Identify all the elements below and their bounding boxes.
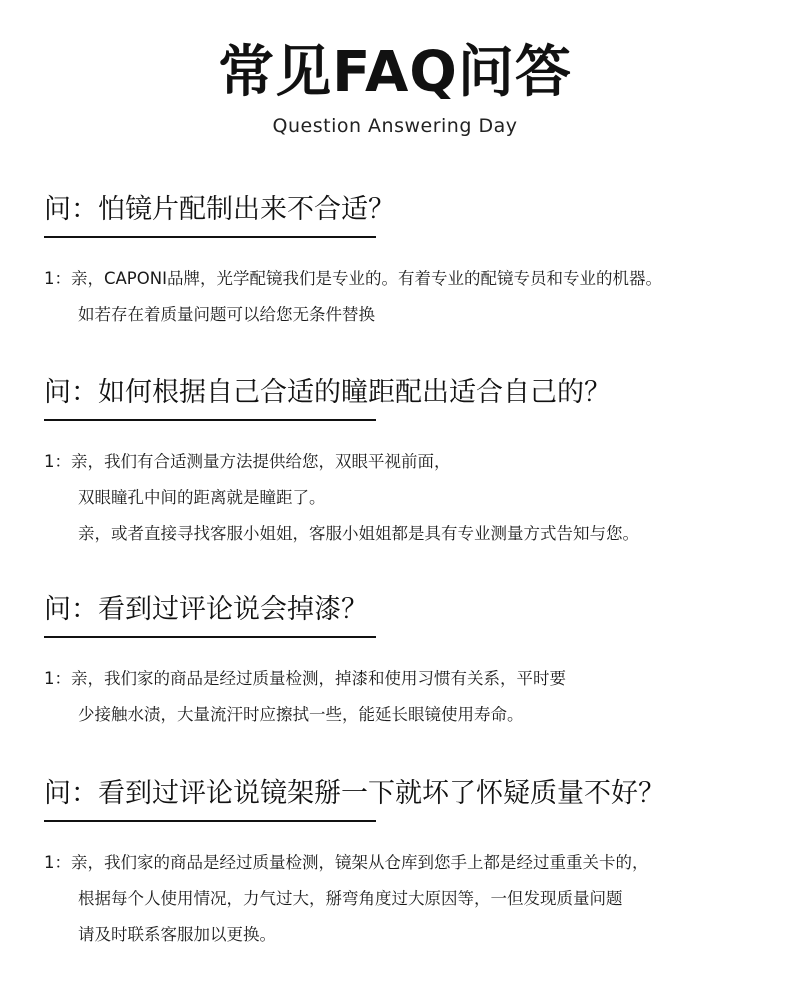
answer-line: 1：亲，CAPONI品牌，光学配镜我们是专业的。有着专业的配镜专员和专业的机器。 [44, 269, 662, 288]
answer-line: 如若存在着质量问题可以给您无条件替换 [78, 305, 375, 324]
faq-answer [44, 661, 784, 733]
answer-line: 少接触水渍，大量流汗时应擦拭一些，能延长眼镜使用寿命。 [78, 705, 524, 724]
answer-line: 请及时联系客服加以更换。 [78, 925, 276, 944]
page-title: 常见FAQ问答 [218, 40, 572, 105]
faq-question: 问：看到过评论说镜架掰一下就坏了怀疑质量不好？ [44, 778, 665, 809]
faq-answer [44, 261, 784, 333]
question-underline [44, 236, 376, 238]
faq-item [44, 776, 784, 953]
question-underline [44, 820, 376, 822]
faq-answer [44, 845, 784, 953]
answer-line: 1：亲，我们有合适测量方法提供给您，双眼平视前面， [44, 452, 451, 471]
faq-item [44, 592, 784, 733]
answer-line: 根据每个人使用情况，力气过大，掰弯角度过大原因等，一但发现质量问题 [78, 889, 623, 908]
page-header [0, 40, 790, 138]
answer-line: 亲，或者直接寻找客服小姐姐，客服小姐姐都是具有专业测量方式告知与您。 [78, 524, 639, 543]
question-underline [44, 636, 376, 638]
answer-line: 双眼瞳孔中间的距离就是瞳距了。 [78, 488, 326, 507]
faq-item [44, 192, 784, 333]
answer-line: 1：亲，我们家的商品是经过质量检测，镜架从仓库到您手上都是经过重重关卡的， [44, 853, 649, 872]
faq-item [44, 375, 784, 552]
page-subtitle: Question Answering Day [272, 115, 518, 137]
answer-line: 1：亲，我们家的商品是经过质量检测，掉漆和使用习惯有关系，平时要 [44, 669, 566, 688]
question-underline [44, 419, 376, 421]
faq-question: 问：如何根据自己合适的瞳距配出适合自己的？ [44, 377, 611, 408]
faq-question: 问：看到过评论说会掉漆？ [44, 594, 368, 625]
faq-question: 问：怕镜片配制出来不合适？ [44, 194, 395, 225]
faq-answer [44, 444, 784, 552]
